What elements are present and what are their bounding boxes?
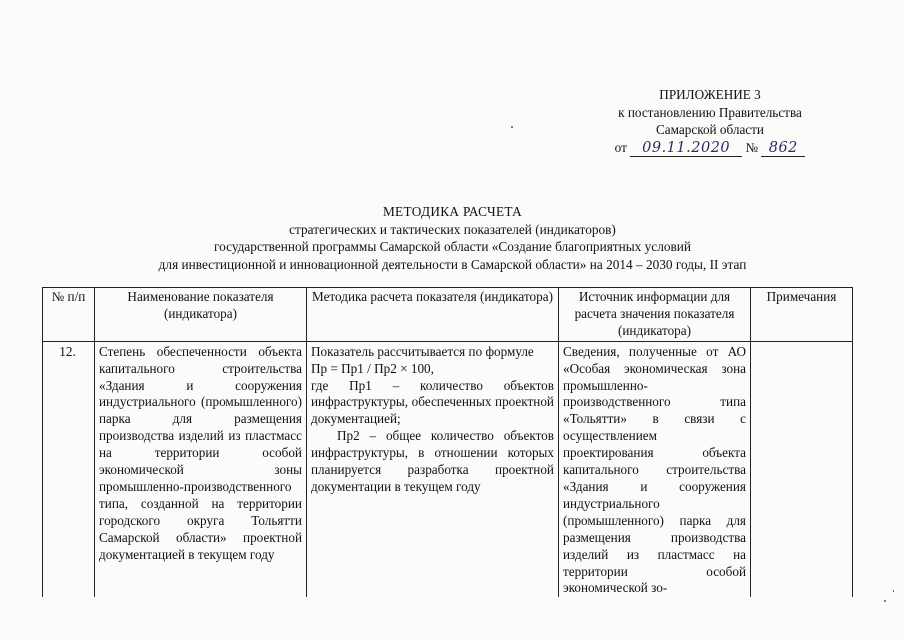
- number-field: [761, 140, 805, 157]
- header-source: Источник информации для расчета значения показателя (индикатора): [559, 288, 751, 342]
- row-notes: [751, 341, 853, 597]
- scan-speck: [893, 590, 894, 592]
- title-line-2: государственной программы Самарской области «Создание благоприятных условий: [213, 239, 691, 254]
- method-intro: Показатель рассчитывается по формуле: [311, 343, 534, 359]
- title-main: МЕТОДИКА РАСЧЕТА: [382, 204, 523, 219]
- document-title: [0, 203, 905, 273]
- method-definition-1: где Пр1 – количество объектов инфраструктуры, обеспеченных проектной документацией;: [311, 377, 554, 427]
- row-num: 12.: [43, 341, 95, 597]
- appendix-line-2: Самарской области: [656, 122, 764, 137]
- header-notes: Примечания: [751, 288, 853, 342]
- header-name: Наименование показателя (индикатора): [95, 288, 307, 342]
- row-source: Сведения, полученные от АО «Особая экономическая зона промышленно-производственного типа «Тольятти» в связи с осуществлением проектирования объекта капитального строительства «Здания и сооружения индустриального (промышленного) парка для размещения производства изделий из пластмасс на территории особой экономической зо-: [559, 341, 751, 597]
- row-method: [307, 341, 559, 597]
- title-line-1: стратегических и тактических показателей (индикаторов): [289, 221, 616, 237]
- date-field: [630, 140, 742, 157]
- appendix-line-1: к постановлению Правительства: [618, 104, 802, 120]
- number-label: №: [745, 139, 759, 155]
- method-formula: Пр = Пр1 / Пр2 × 100,: [311, 360, 434, 376]
- table-header-row: [43, 288, 853, 342]
- scan-speck: [884, 600, 886, 602]
- appendix-date-number: [560, 139, 860, 157]
- indicator-table: [42, 287, 853, 597]
- scan-speck: [511, 126, 513, 128]
- from-label: от: [614, 139, 627, 155]
- header-num: № п/п: [43, 288, 95, 342]
- row-name: Степень обеспеченности объекта капитального строительства «Здания и сооружения индустриального (промышленного) парка для размещения производства изделий из пластмасс на территории особой экономической зоны промышленно-производственного типа, созданной на территории городского округа Тольятти Самарской области» проектной документацией в текущем году: [95, 341, 307, 597]
- method-definition-2: Пр2 – общее количество объектов инфраструктуры, в отношении которых планируется разработка проектной документации в текущем году: [311, 428, 554, 494]
- table-row: [43, 341, 853, 597]
- handwritten-date: 09.11.2020: [642, 139, 731, 156]
- appendix-title: ПРИЛОЖЕНИЕ 3: [659, 87, 761, 102]
- header-method: Методика расчета показателя (индикатора): [307, 288, 559, 342]
- title-line-3: для инвестиционной и инновационной деятельности в Самарской области» на 2014 – 2030 годы, II этап: [158, 256, 747, 272]
- handwritten-number: 862: [768, 139, 798, 156]
- appendix-header: [560, 86, 860, 157]
